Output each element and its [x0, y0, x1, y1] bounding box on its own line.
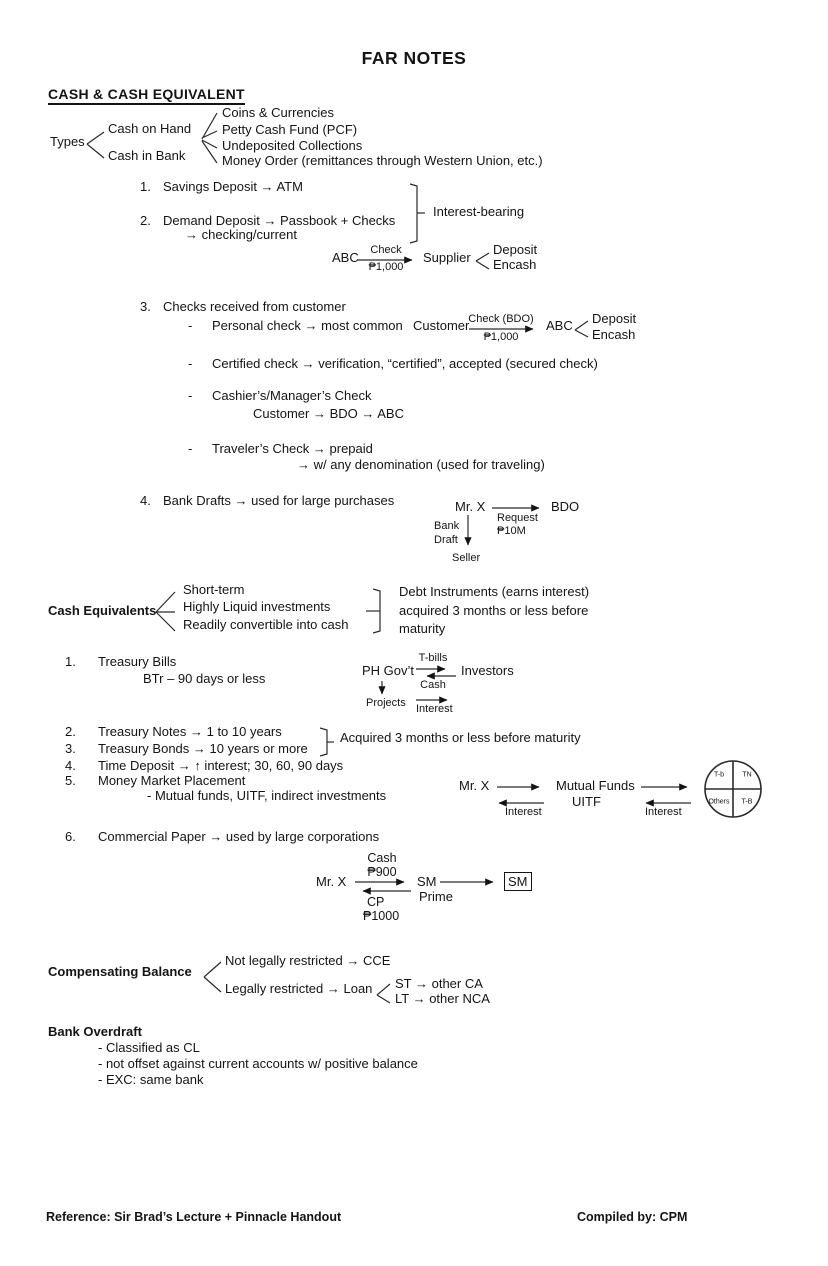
demand-deposit-item: Demand Deposit → Passbook + Checks — [163, 213, 396, 228]
interest-bearing-label: Interest-bearing — [433, 204, 525, 219]
list-number: 3. — [65, 741, 76, 756]
cp-cash-label: Cash — [367, 851, 397, 865]
abc-flow-arrow-bottom: ₱1,000 — [368, 261, 404, 273]
travelers-check-item: Traveler’s Check → prepaid — [212, 441, 373, 456]
cashiers-check-flow: Customer → BDO → ABC — [253, 406, 404, 421]
investment-pie — [705, 761, 761, 817]
cp-sm-box: SM — [504, 872, 532, 891]
bank-overdraft-item: - Classified as CL — [98, 1040, 200, 1055]
ph-govt-label: PH Gov’t — [362, 663, 415, 678]
money-market-sub: - Mutual funds, UITF, indirect investments — [147, 788, 387, 803]
bullet-dash: - — [188, 388, 193, 403]
compensating-balance-root: Compensating Balance — [48, 964, 192, 979]
list-number: 2. — [140, 213, 151, 228]
acquired-bracket-label: Acquired 3 months or less before maturity — [340, 730, 581, 745]
types-item: Undeposited Collections — [222, 138, 363, 153]
types-cash-on-hand: Cash on Hand — [108, 121, 192, 136]
abc-flow-arrow-top: Check — [370, 244, 402, 256]
bank-draft-label: Draft — [434, 534, 458, 546]
treasury-bills-item: Treasury Bills — [98, 654, 177, 669]
list-number: 2. — [65, 724, 76, 739]
cash-equivalents-branch: Highly Liquid investments — [183, 599, 331, 614]
bank-draft-seller: Seller — [452, 552, 481, 564]
cust-flow-from: Customer — [413, 318, 470, 333]
pie-slice-label: Others — [708, 798, 730, 806]
cp-from: Mr. X — [316, 874, 347, 889]
travelers-check-sub: → w/ any denomination (used for traveling) — [297, 457, 545, 472]
cashiers-check-item: Cashier’s/Manager’s Check — [212, 388, 372, 403]
page-title: FAR NOTES — [361, 48, 467, 68]
types-cash-in-bank: Cash in Bank — [108, 148, 186, 163]
bank-draft-label: Bank — [434, 520, 460, 532]
bank-overdraft-title: Bank Overdraft — [48, 1024, 142, 1039]
cust-flow-option: Deposit — [592, 311, 637, 326]
interest-bearing-bracket — [410, 184, 425, 243]
time-deposit-item: Time Deposit → ↑ interest; 30, 60, 90 days — [98, 758, 344, 773]
abc-flow-to: Supplier — [423, 250, 471, 265]
abc-flow-from: ABC — [332, 250, 359, 265]
interest-label: Interest — [645, 806, 682, 818]
cust-flow-option: Encash — [592, 327, 636, 342]
investors-label: Investors — [461, 663, 514, 678]
demand-deposit-sub: → checking/current — [185, 227, 297, 242]
list-number: 1. — [140, 179, 151, 194]
checks-title: Checks received from customer — [163, 299, 346, 314]
types-item: Money Order (remittances through Western Union, etc.) — [222, 153, 543, 168]
pie-slice-label: T-b — [713, 771, 725, 779]
mmp-to: Mutual Funds — [556, 778, 635, 793]
cash-equivalents-root: Cash Equivalents — [48, 603, 157, 618]
bank-draft-to: BDO — [551, 499, 580, 514]
bank-draft-request: Request — [497, 512, 538, 524]
mmp-from: Mr. X — [459, 778, 490, 793]
list-number: 4. — [140, 493, 151, 508]
bank-drafts-item: Bank Drafts → used for large purchases — [163, 493, 395, 508]
list-number: 5. — [65, 773, 76, 788]
abc-flow-option: Encash — [493, 257, 537, 272]
acquired-bracket — [320, 728, 334, 756]
cp-p1000-label: ₱1000 — [363, 909, 400, 923]
certified-check-item: Certified check → verification, “certified”, accepted (secured check) — [212, 356, 598, 371]
cash-equivalents-note: maturity — [399, 621, 446, 636]
list-number: 3. — [140, 299, 151, 314]
cash-equivalents-branch: Readily convertible into cash — [183, 617, 349, 632]
bank-overdraft-item: - EXC: same bank — [98, 1072, 204, 1087]
cash-equivalents-note: Debt Instruments (earns interest) — [399, 584, 590, 599]
treasury-bills-sub: BTr – 90 days or less — [143, 671, 266, 686]
cp-cp-label: CP — [367, 895, 385, 909]
cust-flow-arrow-bottom: ₱1,000 — [483, 331, 519, 343]
list-number: 6. — [65, 829, 76, 844]
list-number: 4. — [65, 758, 76, 773]
treasury-bonds-item: Treasury Bonds → 10 years or more — [98, 741, 308, 756]
savings-deposit-item: Savings Deposit → ATM — [163, 179, 303, 194]
footer-reference: Reference: Sir Brad’s Lecture + Pinnacle Handout — [46, 1210, 342, 1224]
compensating-balance-sub: LT → other NCA — [395, 991, 490, 1006]
types-item: Petty Cash Fund (PCF) — [222, 122, 358, 137]
compensating-balance-branch: Legally restricted → Loan — [225, 981, 373, 996]
mmp-uitf: UITF — [572, 794, 601, 809]
bank-draft-amount: ₱10M — [497, 525, 526, 537]
section-heading: CASH & CASH EQUIVALENT — [48, 86, 245, 105]
bullet-dash: - — [188, 356, 193, 371]
types-root: Types — [50, 134, 85, 149]
cust-flow-arrow-top: Check (BDO) — [468, 313, 534, 325]
projects-label: Projects — [366, 697, 406, 709]
money-market-item: Money Market Placement — [98, 773, 246, 788]
bullet-dash: - — [188, 318, 193, 333]
tbills-label: T-bills — [418, 652, 448, 664]
cash-equivalents-note: acquired 3 months or less before — [399, 603, 589, 618]
cp-p900-label: ₱900 — [367, 865, 397, 879]
bank-overdraft-item: - not offset against current accounts w/ positive balance — [98, 1056, 418, 1071]
footer-compiled-by: Compiled by: CPM — [577, 1210, 688, 1224]
interest-label: Interest — [416, 703, 453, 715]
cash-label: Cash — [420, 679, 446, 691]
list-number: 1. — [65, 654, 76, 669]
cp-prime-label: Prime — [419, 889, 453, 904]
bank-draft-from: Mr. X — [455, 499, 486, 514]
interest-label: Interest — [505, 806, 542, 818]
pie-slice-label: TN — [742, 771, 752, 779]
cust-flow-to: ABC — [546, 318, 573, 333]
pie-slice-label: T-B — [741, 798, 753, 806]
commercial-paper-item: Commercial Paper → used by large corporations — [98, 829, 380, 844]
cash-equivalents-branch: Short-term — [183, 582, 245, 597]
bullet-dash: - — [188, 441, 193, 456]
treasury-notes-item: Treasury Notes → 1 to 10 years — [98, 724, 282, 739]
compensating-balance-sub: ST → other CA — [395, 976, 483, 991]
cp-sm-label: SM — [417, 874, 437, 889]
types-item: Coins & Currencies — [222, 105, 334, 120]
abc-flow-option: Deposit — [493, 242, 538, 257]
compensating-balance-branch: Not legally restricted → CCE — [225, 953, 391, 968]
personal-check-item: Personal check → most common — [212, 318, 403, 333]
